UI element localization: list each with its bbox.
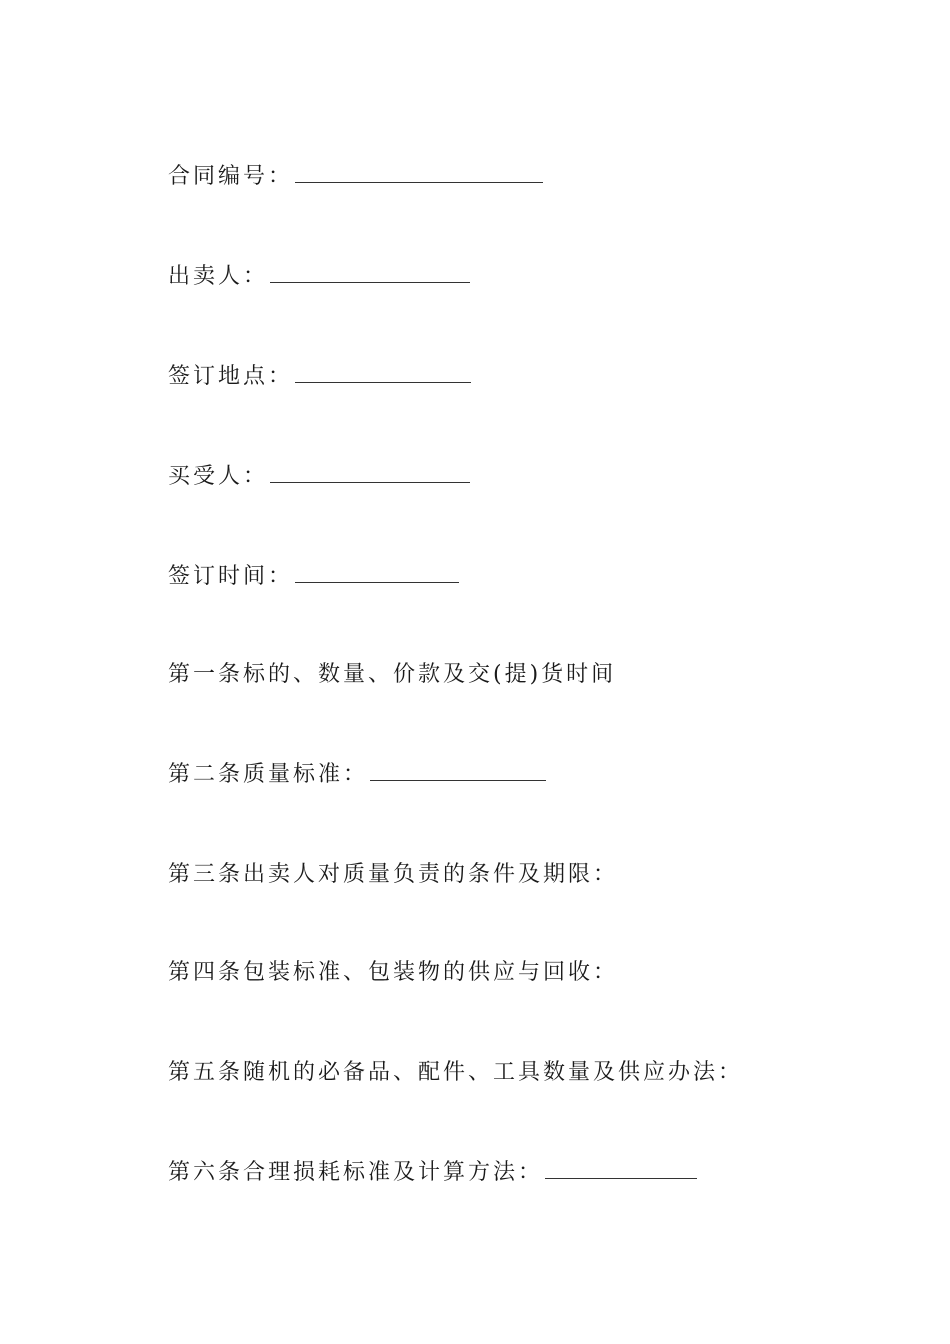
article-1-line: [168, 660, 616, 690]
contract-number-blank: [295, 162, 543, 183]
signing-time-line: [168, 562, 459, 592]
signing-place-blank: [295, 362, 471, 383]
seller-line: [168, 262, 470, 292]
signing-place-label: 签订地点：: [168, 364, 294, 389]
article-6-label: 第六条合理损耗标准及计算方法：: [168, 1160, 544, 1185]
article-4-line: [168, 958, 618, 988]
article-3-line: [168, 860, 618, 890]
buyer-label: 买受人：: [168, 464, 269, 489]
buyer-line: [168, 462, 470, 492]
seller-label: 出卖人：: [168, 264, 269, 289]
contract-number-line: [168, 162, 543, 192]
article-6-blank: [545, 1158, 697, 1179]
seller-blank: [270, 262, 470, 283]
article-2-label: 第二条质量标准：: [168, 762, 369, 787]
article-1-text: 第一条标的、数量、价款及交(提)货时间: [168, 662, 617, 687]
article-6-line: [168, 1158, 697, 1188]
article-5-text: 第五条随机的必备品、配件、工具数量及供应办法：: [168, 1060, 744, 1085]
article-2-blank: [370, 760, 546, 781]
contract-number-label: 合同编号：: [168, 164, 294, 189]
article-3-text: 第三条出卖人对质量负责的条件及期限：: [168, 862, 619, 887]
signing-time-blank: [295, 562, 459, 583]
article-5-line: [168, 1058, 743, 1088]
buyer-blank: [270, 462, 470, 483]
signing-place-line: [168, 362, 471, 392]
signing-time-label: 签订时间：: [168, 564, 294, 589]
article-2-line: [168, 760, 546, 790]
article-4-text: 第四条包装标准、包装物的供应与回收：: [168, 960, 619, 985]
